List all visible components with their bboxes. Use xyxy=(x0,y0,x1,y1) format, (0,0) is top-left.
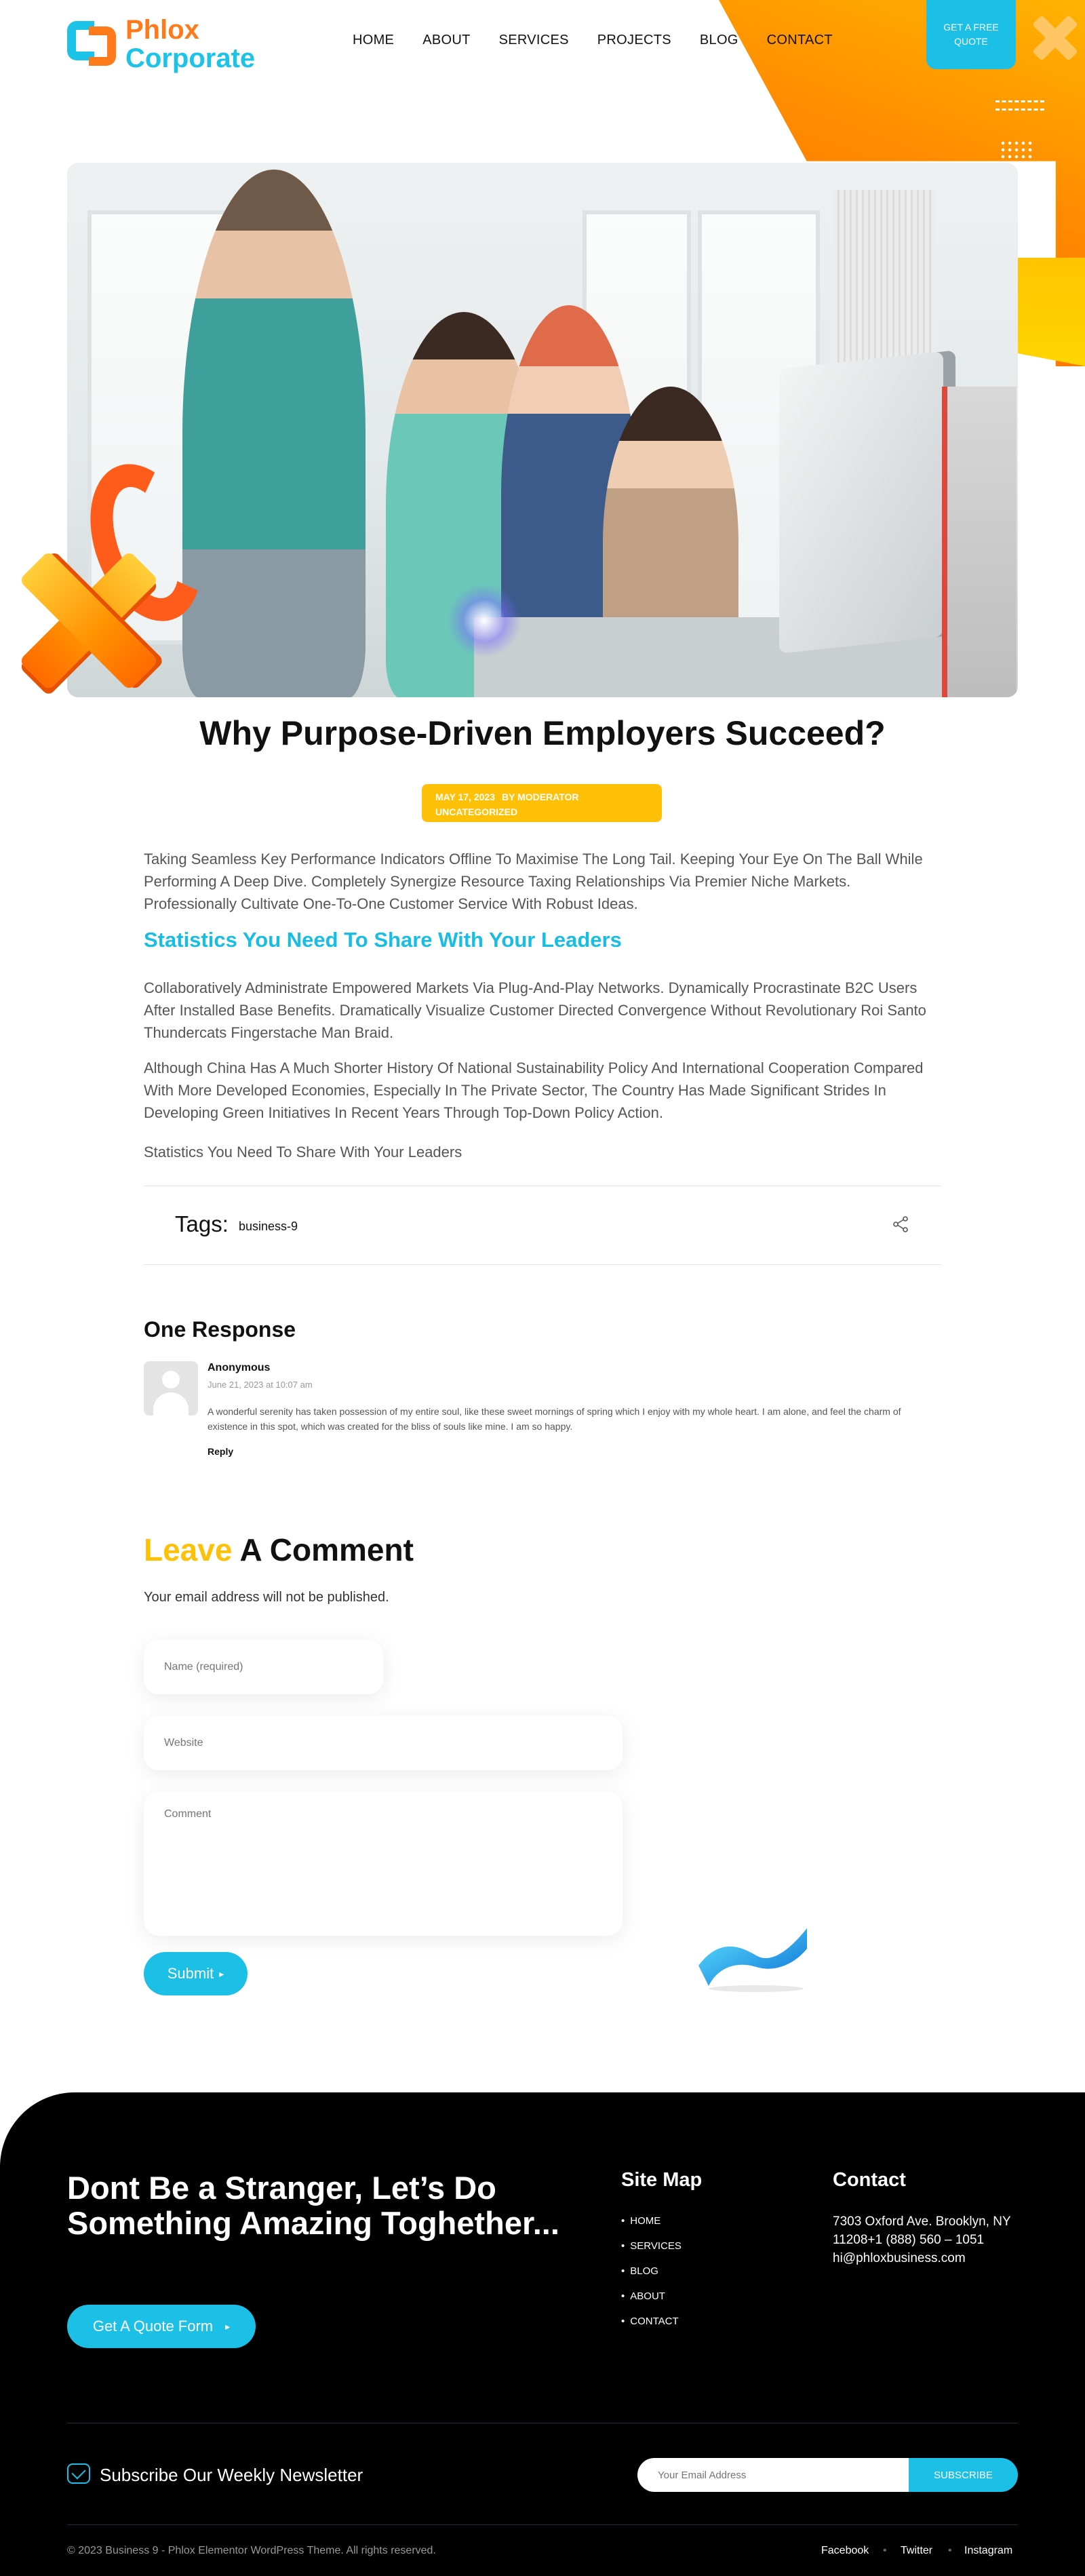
header-yellow-shape xyxy=(1017,258,1085,366)
sitemap-item-blog[interactable]: • BLOG xyxy=(621,2265,682,2277)
quote-form-label: Get A Quote Form xyxy=(92,2318,214,2335)
quote-form-button[interactable] xyxy=(67,2305,256,2348)
decorative-cross-icon xyxy=(1031,12,1078,60)
site-logo[interactable] xyxy=(67,16,255,72)
separator-dot: • xyxy=(948,2545,952,2556)
nav-contact[interactable]: CONTACT xyxy=(766,33,833,47)
submit-button[interactable] xyxy=(144,1952,248,1995)
responses-title: One Response xyxy=(144,1317,296,1342)
comment-author: Anonymous xyxy=(208,1362,271,1373)
comment-text: A wonderful serenity has taken possession of my entire soul, like these sweet mornings of spring which I enjoy with my whole heart. I am alone, and feel the charm of existence in this spot, which was created for the bliss of souls like mine. I am so happy. xyxy=(208,1406,901,1432)
nav-services[interactable]: SERVICES xyxy=(498,33,569,47)
main-nav xyxy=(353,33,833,48)
post-intro: Taking Seamless Key Performance Indicators Offline To Maximise The Long Tail. Keeping Your Eye On The Ball While Performing A Deep Dive. Completely Synergize Resource Taxing Relationships Via Premier Niche Markets. Professionally Cultivate One-To-One Customer Service With Robust Ideas. xyxy=(144,851,923,912)
sitemap-item-about[interactable]: • ABOUT xyxy=(621,2290,682,2302)
sitemap-item-home[interactable]: • HOME xyxy=(621,2215,682,2227)
comment-reply-link[interactable]: Reply xyxy=(208,1446,234,1457)
post-paragraph: Collaboratively Administrate Empowered Markets Via Plug-And-Play Networks. Dynamically Procrastinate B2C Users After Installed Base Benefits. Dramatically Visualize Customer Directed Convergence Without Revolutionary Roi Santo Thundercats Fingerstache Man Braid. xyxy=(144,979,926,1041)
share-icon[interactable] xyxy=(892,1215,909,1233)
sitemap-title: Site Map xyxy=(621,2169,703,2191)
leave-comment-rest: A Comment xyxy=(232,1532,414,1567)
name-field[interactable] xyxy=(144,1640,383,1694)
footer-heading: Dont Be a Stranger, Let’s Do Something Amazing Toghether... xyxy=(67,2170,559,2241)
newsletter-email-input[interactable] xyxy=(637,2458,909,2492)
leave-comment-highlight: Leave xyxy=(144,1532,233,1567)
contact-title: Contact xyxy=(833,2169,906,2191)
get-quote-button[interactable]: GET A FREE QUOTE xyxy=(926,0,1016,69)
copyright-text: © 2023 Business 9 - Phlox Elementor WordPress Theme. All rights reserved. xyxy=(67,2545,436,2556)
sitemap-item-services[interactable]: • SERVICES xyxy=(621,2240,682,2252)
leave-comment-title xyxy=(144,1531,414,1568)
post-featured-image xyxy=(67,163,1018,697)
decorative-cross-icon xyxy=(12,543,168,699)
post-meta-badge xyxy=(422,784,662,822)
tags-label: Tags: xyxy=(175,1211,229,1236)
separator-dot: • xyxy=(883,2545,887,2556)
post-paragraph: Although China Has A Much Shorter History Of National Sustainability Policy And International Cooperation Compared With More Developed Economies, Especially In The Private Sector, The Country Has Made Significant Strides In Developing Green Initiatives In Recent Years Through Top-Down Policy Action. xyxy=(144,1059,924,1121)
nav-home[interactable]: HOME xyxy=(353,33,395,47)
social-twitter-link[interactable]: Twitter xyxy=(901,2545,933,2556)
post-subheading: Statistics You Need To Share With Your Leaders xyxy=(144,928,622,952)
website-field[interactable] xyxy=(144,1716,623,1770)
submit-label: Submit xyxy=(167,1965,214,1982)
footer-divider xyxy=(67,2524,1018,2525)
envelope-icon xyxy=(67,2463,90,2484)
chevron-right-icon: ▸ xyxy=(225,2320,231,2332)
post-category[interactable]: UNCATEGORIZED xyxy=(435,806,518,818)
decorative-wave-line xyxy=(995,109,1044,114)
contact-email[interactable]: hi@phloxbusiness.com xyxy=(833,2251,966,2265)
chevron-right-icon: ▸ xyxy=(219,1968,224,1979)
logo-text-primary: Phlox xyxy=(125,15,199,45)
social-facebook-link[interactable]: Facebook xyxy=(821,2545,869,2556)
divider xyxy=(144,1264,941,1265)
contact-address: 7303 Oxford Ave. Brooklyn, NY 11208+1 (888) 560 – 1051 xyxy=(833,2214,1011,2247)
sitemap-item-contact[interactable]: • CONTACT xyxy=(621,2316,682,2327)
tag-link[interactable]: business-9 xyxy=(239,1219,298,1233)
decorative-wave-line xyxy=(995,100,1044,106)
sitemap-list xyxy=(621,2215,682,2341)
logo-mark-icon xyxy=(67,18,119,70)
nav-about[interactable]: ABOUT xyxy=(422,33,471,47)
contact-info xyxy=(833,2212,1029,2267)
subscribe-button[interactable]: SUBSCRIBE xyxy=(909,2458,1018,2492)
newsletter-title: Subscribe Our Weekly Newsletter xyxy=(100,2465,363,2485)
post-paragraph: Statistics You Need To Share With Your Leaders xyxy=(144,1144,462,1160)
comment-date[interactable]: June 21, 2023 at 10:07 am xyxy=(208,1380,313,1390)
email-note: Your email address will not be published. xyxy=(144,1590,389,1605)
social-instagram-link[interactable]: Instagram xyxy=(964,2545,1013,2556)
nav-projects[interactable]: PROJECTS xyxy=(597,33,671,47)
comment-field[interactable] xyxy=(144,1792,623,1936)
post-author[interactable]: BY MODERATOR xyxy=(501,792,579,802)
post-date[interactable]: MAY 17, 2023 xyxy=(435,792,495,802)
decorative-wave-shape xyxy=(692,1918,814,1993)
post-title: Why Purpose-Driven Employers Succeed? xyxy=(199,714,886,752)
logo-text-secondary: Corporate xyxy=(125,43,256,73)
nav-blog[interactable]: BLOG xyxy=(699,33,738,47)
avatar-placeholder-icon xyxy=(144,1361,198,1416)
